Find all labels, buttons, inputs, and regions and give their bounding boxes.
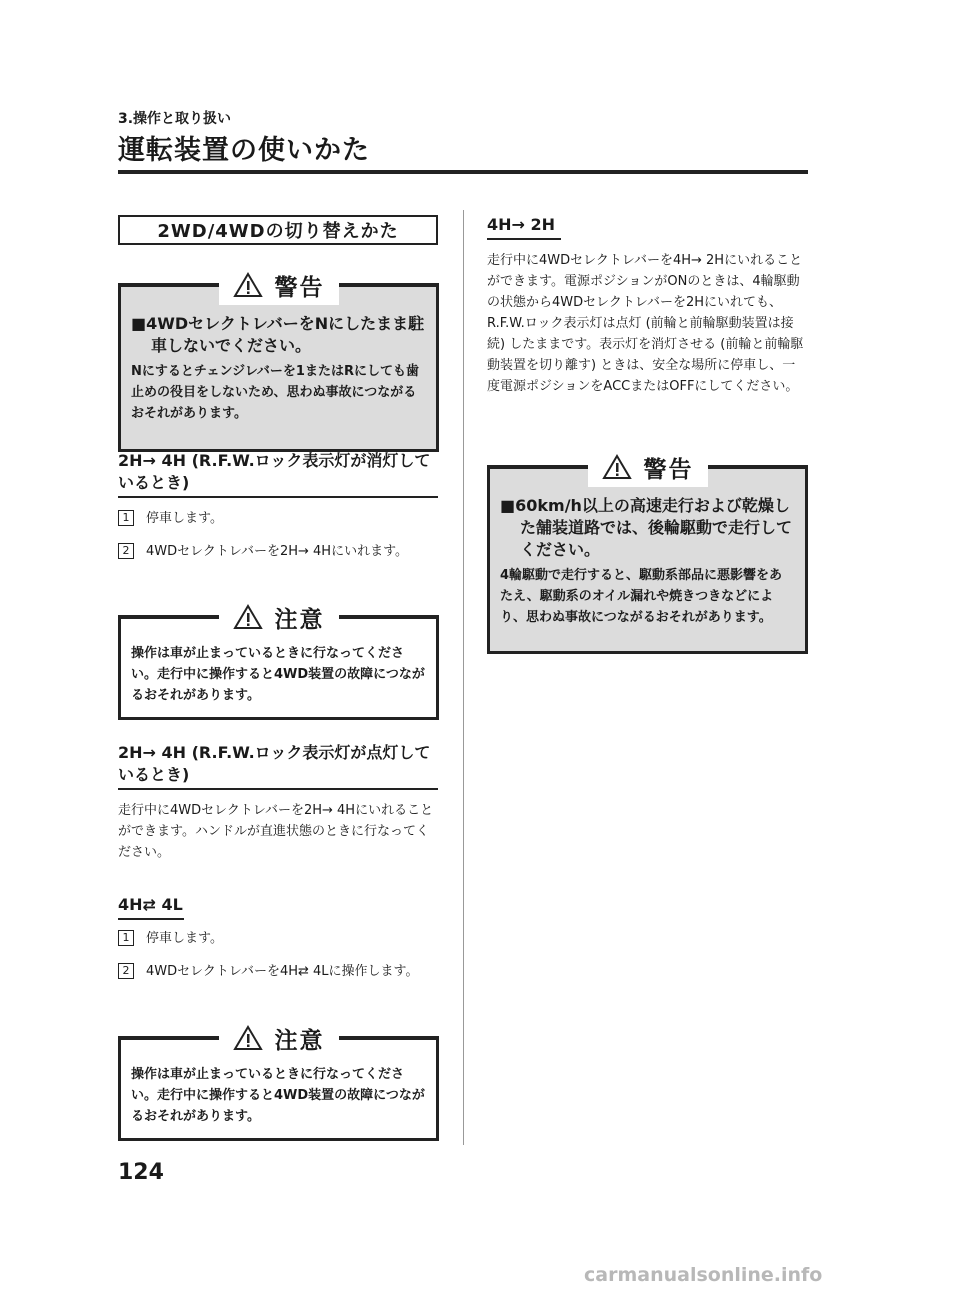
step-2 [118, 961, 438, 982]
subheading: 2H→ 4H (R.F.W.ロック表示灯が消灯しているとき) [118, 450, 438, 498]
title-rule [118, 170, 808, 174]
warning-box-2 [487, 456, 808, 654]
warning-label: 警告 [643, 456, 694, 483]
left-column [118, 215, 438, 245]
page-title: 運転装置の使いかた [118, 135, 370, 166]
chapter-label: 3.操作と取り扱い [118, 111, 232, 127]
warning-body: Nにするとチェンジレバーを1またはRにしても歯止めの役目をしないため、思わぬ事故につながるおそれがあります。 [131, 364, 419, 421]
warning-label: 警告 [274, 274, 325, 301]
subsection-4h-4l [118, 894, 438, 982]
footer-watermark: carmanualsonline.info [584, 1264, 823, 1286]
caution-box-2 [118, 1027, 439, 1141]
subheading: 4H→ 2H [487, 214, 561, 240]
step-number: 1 [118, 510, 134, 526]
caution-icon [233, 1025, 263, 1051]
paragraph: 走行中に4WDセレクトレバーを4H→ 2Hにいれることができます。電源ポジションがONのときは、4輪駆動の状態から4WDセレクトレバーを2Hにいれても、R.F.W.ロック表示灯は点灯 (前輪と前輪駆動装置は接続) したままです。表示灯を消灯させる (前輪と前輪駆動装置を切り離す) ときは、安全な場所に停車し、一度電源ポジションをACCまたはOFFにしてください。 [487, 253, 804, 394]
step-number: 2 [118, 543, 134, 559]
warning-icon [602, 454, 632, 480]
step-number: 1 [118, 930, 134, 946]
page-number: 124 [118, 1160, 164, 1185]
step-text: 4WDセレクトレバーを2H→ 4Hにいれます。 [146, 544, 409, 559]
warning-box-1 [118, 274, 439, 452]
step-1 [118, 928, 438, 949]
warning-body: 4輪駆動で走行すると、駆動系部品に悪影響をあたえ、駆動系のオイル漏れや焼きつきなどにより、思わぬ事故につながるおそれがあります。 [500, 568, 783, 625]
right-column [487, 214, 807, 397]
section-title: 2WD/4WDの切り替えかた [118, 215, 438, 245]
paragraph: 走行中に4WDセレクトレバーを2H→ 4Hにいれることができます。ハンドルが直進状態のときに行なってください。 [118, 803, 434, 860]
caution-body: 操作は車が止まっているときに行なってください。走行中に操作すると4WD装置の故障につながるおそれがあります。 [131, 1067, 425, 1124]
warning-title: ■4WDセレクトレバーをNにしたまま駐車しないでください。 [131, 314, 425, 355]
column-divider [463, 210, 464, 1145]
warning-title: ■60km/h以上の高速走行および乾燥した舗装道路では、後輪駆動で走行してください。 [500, 496, 793, 559]
warning-icon [233, 272, 263, 298]
caution-body: 操作は車が止まっているときに行なってください。走行中に操作すると4WD装置の故障につながるおそれがあります。 [131, 646, 425, 703]
caution-icon [233, 604, 263, 630]
subsection-2h-4h-off [118, 450, 438, 562]
subheading: 4H⇄ 4L [118, 894, 184, 920]
step-2 [118, 541, 438, 562]
step-number: 2 [118, 963, 134, 979]
step-text: 停車します。 [146, 511, 223, 526]
step-text: 停車します。 [146, 931, 223, 946]
caution-label: 注意 [274, 1027, 325, 1054]
caution-label: 注意 [274, 606, 325, 633]
caution-box-1 [118, 606, 439, 720]
step-1 [118, 508, 438, 529]
step-text: 4WDセレクトレバーを4H⇄ 4Lに操作します。 [146, 964, 419, 979]
subsection-2h-4h-on [118, 742, 438, 863]
subheading: 2H→ 4H (R.F.W.ロック表示灯が点灯しているとき) [118, 742, 438, 790]
